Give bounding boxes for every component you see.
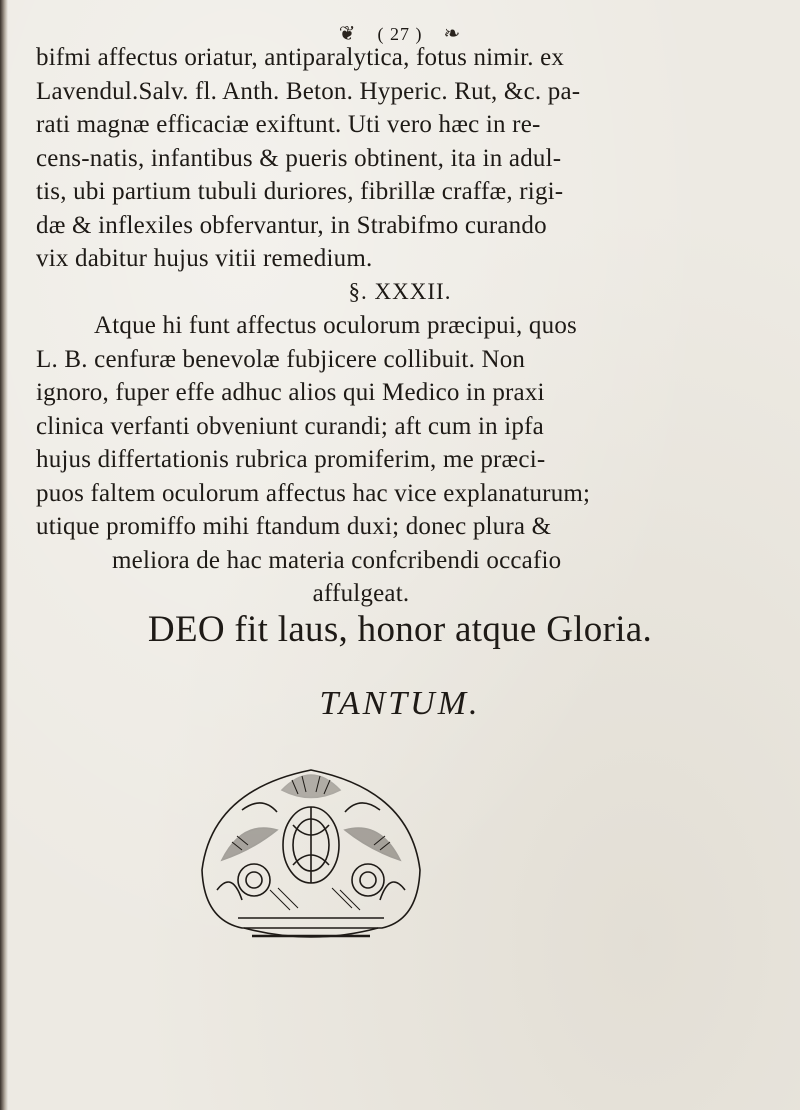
text-line: rati magnæ efficaciæ exiftunt. Uti vero hæc in re- <box>36 111 541 138</box>
finis-label: TANTUM. <box>319 685 481 722</box>
fleuron-icon: ❦ <box>338 23 357 45</box>
text-line: cens-natis, infantibus & pueris obtinent, ita in adul- <box>36 144 562 172</box>
text-line: Lavendul.Salv. fl. Anth. Beton. Hyperic. Rut, &c. pa- <box>36 77 581 105</box>
doxology: DEO fit laus, honor atque Gloria. <box>147 609 653 650</box>
section-heading: §. XXXII. <box>348 279 452 304</box>
page-gutter-edge <box>0 0 8 1110</box>
text-line: vix dabitur hujus vitii remedium. <box>36 245 373 272</box>
text-line: tis, ubi partium tubuli duriores, fibrillæ craffæ, rigi- <box>36 178 564 205</box>
text-line: ignoro, fuper effe adhuc alios qui Medico in praxi <box>36 379 545 406</box>
text-line: hujus differtationis rubrica promiferim, me præci- <box>36 446 546 473</box>
text-line: L. B. cenfuræ benevolæ fubjicere collibuit. Non <box>36 345 526 373</box>
paragraph-2 <box>36 309 686 611</box>
paragraph-1 <box>36 41 686 276</box>
text-line: utique promiffo mihi ftandum duxi; donec plura & <box>36 513 552 540</box>
page-number: ( 27 ) <box>377 24 423 44</box>
text-line: bifmi affectus oriatur, antiparalytica, fotus nimir. ex <box>36 44 565 71</box>
fleuron-icon: ❧ <box>443 23 462 45</box>
text-line: affulgeat. <box>312 580 410 607</box>
floral-basket-ornament <box>182 750 440 946</box>
text-line: puos faltem oculorum affectus hac vice explanaturum; <box>36 479 591 507</box>
text-line: meliora de hac materia confcribendi occafio <box>112 546 562 574</box>
text-line: Atque hi funt affectus oculorum præcipui, quos <box>94 312 577 339</box>
text-line: dæ & inflexiles obfervantur, in Strabifmo curando <box>36 211 547 239</box>
text-line: clinica verfanti obveniunt curandi; aft cum in ipfa <box>36 412 544 440</box>
